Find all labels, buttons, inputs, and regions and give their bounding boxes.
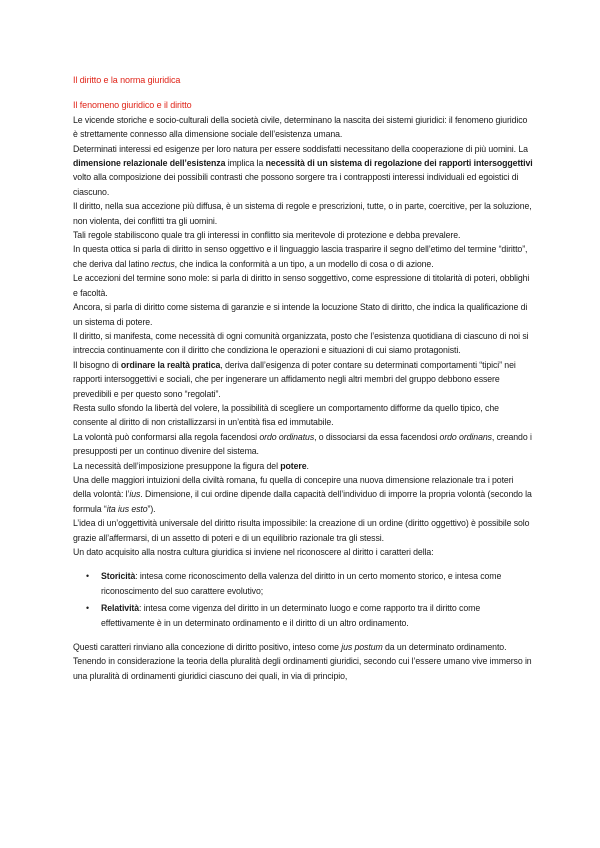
paragraph-12: La necessità dell’imposizione presuppone la figura del potere. — [73, 460, 309, 471]
page-title: Il diritto e la norma giuridica — [73, 75, 181, 85]
paragraph-4: Tali regole stabiliscono quale tra gli interessi in conflitto sia meritevole di protezione e debba prevalere. — [73, 230, 461, 241]
paragraph-2: Determinati interessi ed esigenze per loro natura per essere soddisfatti necessitano della cooperazione di più uomini. La dimensione relazionale dell’esistenza implica la necessità di un sistema di regolazione dei rapporti intersoggettivi volto alla composizione dei possibili contrasti che possono sorgere tra i contrapposti interessi individuali ed egoistici di ciascuno. — [73, 143, 533, 197]
paragraph-9: Il bisogno di ordinare la realtà pratica, deriva dall’esigenza di poter contare su determinati comportamenti “tipici” nei rapporti intersoggettivi e sociali, che per ingenerare un affidamento negli altri membri del gruppo debbono essere prevedibili e per questo sono “regolati”. — [73, 359, 516, 399]
paragraph-14: L’idea di un’oggettività universale del diritto risulta impossibile: la creazione di un ordine (diritto oggettivo) è possibile solo grazie all’affermarsi, di un assetto di poteri e di un equilibrio razionale tra gli stessi. — [73, 518, 530, 543]
paragraph-15: Un dato acquisito alla nostra cultura giuridica si inviene nel riconoscere al diritto i caratteri della: — [73, 547, 434, 557]
paragraph-5: In questa ottica si parla di diritto in senso oggettivo e il linguaggio lascia trasparire il segno dell’etimo del termine “diritto”, che deriva dal latino rectus, che indica la conformità a un tipo, a un modello di cosa o di azione. — [73, 244, 528, 269]
paragraph-6: Le accezioni del termine sono mole: si parla di diritto in senso soggettivo, come espressione di titolarità di poteri, obblighi e facoltà. — [73, 273, 530, 298]
paragraph-3: Il diritto, nella sua accezione più diffusa, è un sistema di regole e prescrizioni, tutte, o in parte, coercitive, per la soluzione, non violenta, dei conflitti tra gli uomini. — [73, 201, 532, 226]
paragraph-17: Tenendo in considerazione la teoria della pluralità degli ordinamenti giuridici, secondo cui l’essere umano vive immerso in una pluralità di ordinamenti giuridici ciascuno dei quali, in via di principio, — [73, 656, 532, 681]
paragraph-7: Ancora, si parla di diritto come sistema di garanzie e si intende la locuzione Stato di diritto, che indica la qualificazione di un sistema di potere. — [73, 302, 528, 327]
paragraph-13: Una delle maggiori intuizioni della civiltà romana, fu quella di concepire una nuova dimensione relazionale tra i poteri della volontà: l’ius. Dimensione, il cui ordine dipende dalla capacità dell’individuo di imporre la propria volontà (secondo la formula “ita ius esto”). — [73, 474, 532, 514]
list-item: • Relatività: intesa come vigenza del diritto in un determinato luogo e come rapporto tra il diritto come effettivamente è in un determinato ordinamento e il diritto di un altro ordinamento. — [86, 603, 481, 628]
paragraph-10: Resta sullo sfondo la libertà del volere, la possibilità di scegliere un comportamento difforme da quello tipico, che consente al diritto di non cristallizzarsi in un’entità fisa ed immutabile. — [73, 402, 499, 428]
list-item: • Storicità: intesa come riconoscimento della valenza del diritto in un certo momento storico, e intesa come riconoscimento del suo carattere evolutivo; — [86, 571, 502, 596]
paragraph-16: Questi caratteri rinviano alla concezione di diritto positivo, inteso come jus postum da un determinato ordinamento. — [73, 642, 507, 653]
bullet-list — [73, 569, 533, 630]
section-heading: Il fenomeno giuridico e il diritto — [73, 100, 192, 111]
paragraph-8: Il diritto, si manifesta, come necessità di ogni comunità organizzata, posto che l’esistenza quotidiana di ciascuno di noi si intreccia continuamente con il diritto che condiziona le operazioni e situazioni di cui siamo protagonisti. — [73, 330, 529, 356]
paragraph-1: Le vicende storiche e socio-culturali della società civile, determinano la nascita dei sistemi giuridici: il fenomeno giuridico è strettamente connesso alla dimensione sociale dell’esistenza umana. — [73, 114, 528, 140]
paragraph-11: La volontà può conformarsi alla regola facendosi ordo ordinatus, o dissociarsi da essa facendosi ordo ordinans, creando i presupposti per un continuo divenire del sistema. — [73, 431, 532, 457]
bullet-icon: • — [86, 603, 89, 614]
bullet-icon: • — [86, 571, 89, 582]
document-page — [73, 73, 533, 683]
